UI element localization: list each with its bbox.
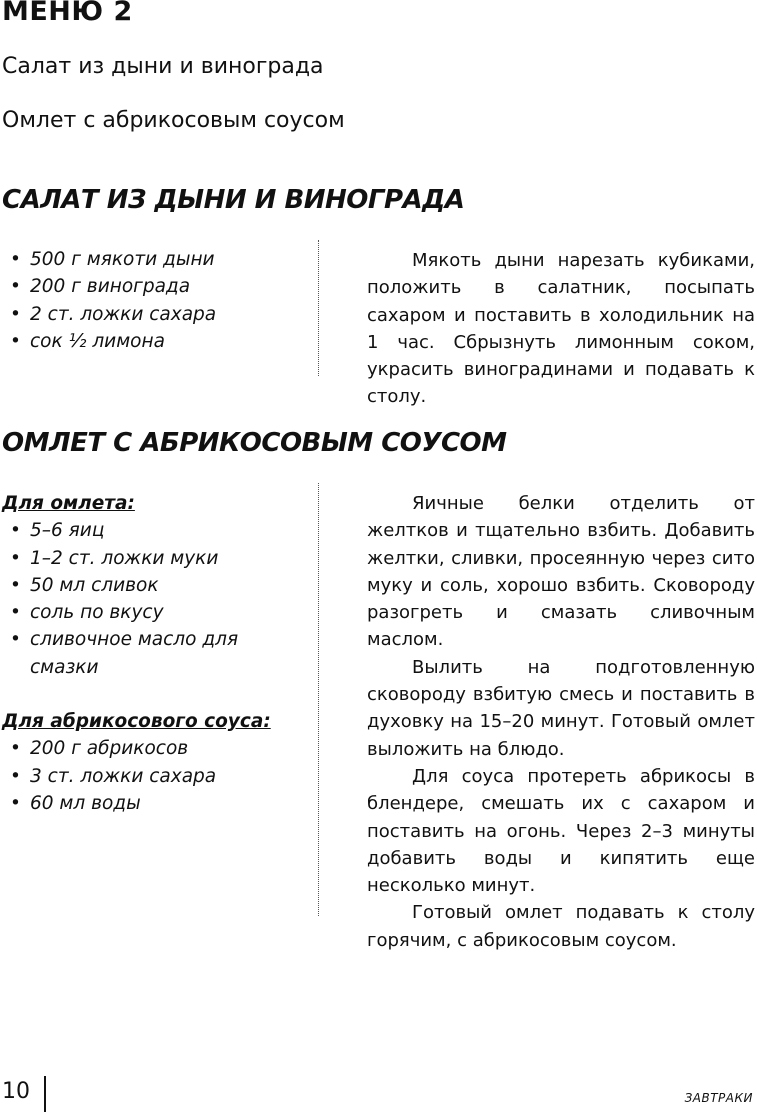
recipe-title-salad: САЛАТ ИЗ ДЫНИ И ВИНОГРАДА (2, 185, 465, 215)
column-divider (318, 240, 319, 376)
steps-omelette (367, 490, 755, 954)
page-number-bar (44, 1076, 46, 1112)
ingredient-group-heading: Для омлета: (2, 493, 135, 514)
ingredients-salad (2, 246, 302, 355)
ingredient-item: • сливочное масло для смазки (2, 626, 260, 681)
ingredient-item: • сок ½ лимона (2, 328, 302, 355)
ingredients-omelette (2, 490, 302, 817)
step-paragraph: Вылить на подготовленную сковороду взбитую смесь и поставить в духовку на 15–20 минут. Готовый омлет выложить на блюдо. (367, 656, 755, 760)
ingredient-item: • 1–2 ст. ложки муки (2, 545, 302, 572)
ingredient-item: • 2 ст. ложки сахара (2, 301, 302, 328)
step-paragraph: Для соуса протереть абрикосы в блендере, смешать их с сахаром и поставить на огонь. Через 2–3 минуты добавить воды и кипятить еще несколько минут. (367, 765, 755, 897)
ingredient-item: • 3 ст. ложки сахара (2, 763, 302, 790)
column-divider (318, 483, 319, 916)
steps-salad (367, 247, 755, 411)
ingredient-item: • 500 г мякоти дыни (2, 246, 302, 273)
step-paragraph: Яичные белки отделить от желтков и тщательно взбить. Добавить желтки, сливки, просеянную через сито муку и соль, хорошо взбить. Сковороду разогреть и смазать сливочным маслом. (367, 493, 755, 651)
ingredient-item: • 200 г абрикосов (2, 735, 302, 762)
step-paragraph: Готовый омлет подавать к столу горячим, с абрикосовым соусом. (367, 902, 755, 951)
page-number: 10 (2, 1079, 30, 1104)
ingredient-item: • соль по вкусу (2, 599, 302, 626)
recipe-title-omelette: ОМЛЕТ С АБРИКОСОВЫМ СОУСОМ (2, 428, 507, 458)
ingredient-item: • 200 г винограда (2, 273, 302, 300)
ingredient-item: • 5–6 яиц (2, 517, 302, 544)
menu-title: МЕНЮ 2 (2, 0, 133, 27)
ingredient-item: • 50 мл сливок (2, 572, 302, 599)
ingredient-group-heading: Для абрикосового соуса: (2, 711, 271, 733)
section-label: ЗАВТРАКИ (684, 1091, 753, 1105)
menu-item-salad: Салат из дыни и винограда (2, 54, 324, 79)
menu-item-omelette: Омлет с абрикосовым соусом (2, 108, 345, 133)
step-paragraph: Мякоть дыни нарезать кубиками, положить в салатник, посыпать сахаром и поставить в холодильник на 1 час. Сбрызнуть лимонным соком, украсить виноградинами и подавать к столу. (367, 250, 755, 408)
ingredient-item: • 60 мл воды (2, 790, 302, 817)
